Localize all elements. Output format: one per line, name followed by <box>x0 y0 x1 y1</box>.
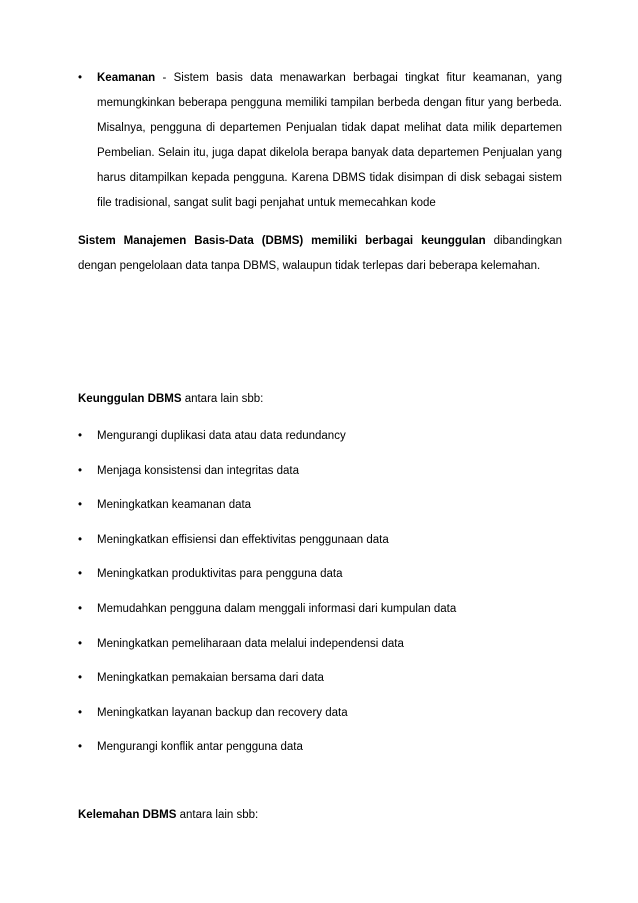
list-item <box>78 528 562 563</box>
list-item <box>78 597 562 632</box>
advantages-list <box>78 424 562 770</box>
intro-bold: Sistem Manajemen Basis-Data (DBMS) memiliki berbagai keunggulan <box>78 235 486 247</box>
bullet-marker: • <box>78 430 83 442</box>
list-item <box>78 735 562 770</box>
security-term: Keamanan <box>97 72 156 84</box>
list-item-text: Menjaga konsistensi dan integritas data <box>97 464 300 477</box>
disadvantages-heading-rest: antara lain sbb: <box>176 809 259 821</box>
bullet-marker: • <box>78 72 83 84</box>
security-bullet <box>78 66 562 216</box>
bullet-marker: • <box>78 464 83 477</box>
disadvantages-heading-bold: Kelemahan DBMS <box>78 809 177 821</box>
list-item-text: Meningkatkan pemakaian bersama dari data <box>97 672 324 685</box>
list-item-text: Meningkatkan keamanan data <box>97 499 252 512</box>
bullet-marker: • <box>78 533 83 546</box>
advantages-heading-bold: Keunggulan DBMS <box>78 393 182 405</box>
list-item <box>78 701 562 736</box>
advantages-heading-rest: antara lain sbb: <box>181 393 264 405</box>
list-item-text: Meningkatkan layanan backup dan recovery data <box>97 706 348 719</box>
list-item <box>78 459 562 494</box>
bullet-marker: • <box>78 637 83 650</box>
list-item-text: Meningkatkan effisiensi dan effektivitas penggunaan data <box>97 533 389 546</box>
intro-rest: dibandingkan dengan pengelolaan data tanpa DBMS, walaupun tidak terlepas dari beberapa kelemahan. <box>78 235 562 272</box>
advantages-heading <box>78 387 263 412</box>
list-item <box>78 493 562 528</box>
list-item <box>78 562 562 597</box>
bullet-marker: • <box>78 602 83 615</box>
list-item-text: Mengurangi duplikasi data atau data redundancy <box>97 430 346 442</box>
disadvantages-heading <box>78 803 258 828</box>
bullet-marker: • <box>78 706 83 719</box>
intro-paragraph <box>78 229 562 279</box>
list-item-text: Memudahkan pengguna dalam menggali informasi dari kumpulan data <box>97 602 457 615</box>
bullet-marker: • <box>78 741 83 754</box>
bullet-marker: • <box>78 568 83 581</box>
list-item-text: Meningkatkan pemeliharaan data melalui independensi data <box>97 637 404 650</box>
bullet-marker: • <box>78 499 83 512</box>
list-item <box>78 632 562 667</box>
security-text: - Sistem basis data menawarkan berbagai tingkat fitur keamanan, yang memungkinkan beberapa pengguna memiliki tampilan berbeda dengan fitur yang berbeda. Misalnya, pengguna di departemen Penjualan tidak dapat melihat data milik departemen Pembelian. Selain itu, juga dapat dikelola berapa banyak data departemen Penjualan yang harus ditampilkan kepada pengguna. Karena DBMS tidak disimpan di disk sebagai sistem file tradisional, sangat sulit bagi penjahat untuk memecahkan kode <box>97 72 562 209</box>
list-item <box>78 424 562 459</box>
security-paragraph <box>97 66 562 216</box>
bullet-marker: • <box>78 672 83 685</box>
list-item-text: Mengurangi konflik antar pengguna data <box>97 741 303 754</box>
list-item-text: Meningkatkan produktivitas para pengguna data <box>97 568 343 581</box>
list-item <box>78 666 562 701</box>
